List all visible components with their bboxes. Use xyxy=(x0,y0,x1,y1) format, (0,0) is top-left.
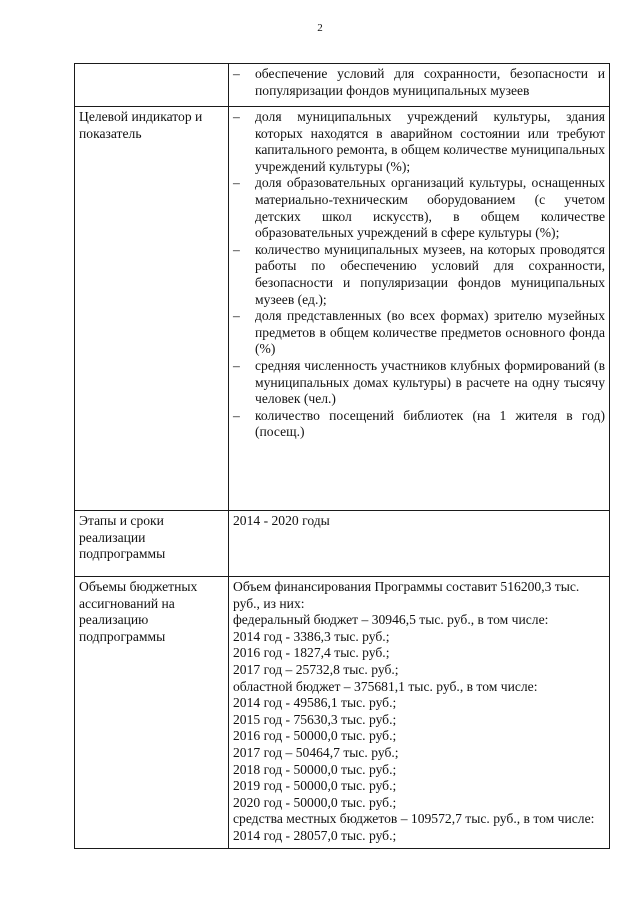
dash-marker: – xyxy=(233,241,240,257)
table-row-budget xyxy=(75,577,610,849)
list-item-text: доля представленных (во всех формах) зрителю музейных предметов в общем количестве предметов основного фонда (%) xyxy=(255,308,605,357)
list-item xyxy=(233,408,605,441)
dash-marker: – xyxy=(233,308,240,324)
budget-line: 2016 год - 50000,0 тыс. руб.; xyxy=(233,728,397,744)
budget-line-federal: федеральный бюджет – 30946,5 тыс. руб., в том числе: xyxy=(233,612,549,628)
list-item xyxy=(233,358,605,408)
indicators-list xyxy=(233,109,605,441)
budget-line: 2014 год - 49586,1 тыс. руб.; xyxy=(233,695,397,711)
dash-marker: – xyxy=(233,66,240,81)
stages-value-cell: 2014 - 2020 годы xyxy=(229,511,610,577)
list-item xyxy=(233,242,605,308)
table-row-indicators xyxy=(75,107,610,511)
budget-line-total: Объем финансирования Программы составит 516200,3 тыс. руб., из них: xyxy=(233,579,580,611)
budget-line: 2017 год – 50464,7 тыс. руб.; xyxy=(233,744,399,760)
list-item-text: средняя численность участников клубных формирований (в муниципальных домах культуры) в расчете на одну тысячу человек (чел.) xyxy=(255,357,605,407)
page-number: 2 xyxy=(317,22,323,34)
list-item-text: доля образовательных организаций культуры, оснащенных материально-техническим оборудованием (с учетом детских школ искусств), в общем количестве образовательных учреждений в сфере культуры (%); xyxy=(255,175,605,241)
list-item-text: доля муниципальных учреждений культуры, здания которых находятся в аварийном состоянии или требуют капитального ремонта, в общем количестве муниципальных учреждений культуры (%); xyxy=(255,109,605,174)
stages-label-cell: Этапы и сроки реализации подпрограммы xyxy=(75,511,229,577)
budget-line: 2017 год – 25732,8 тыс. руб.; xyxy=(233,661,399,677)
budget-line: 2016 год - 1827,4 тыс. руб.; xyxy=(233,645,390,661)
list-item-text: количество посещений библиотек (на 1 жителя в год) (посещ.) xyxy=(255,407,605,440)
list-item-text: обеспечение условий для сохранности, безопасности и популяризации фондов муниципальных музеев xyxy=(255,66,605,98)
budget-label-cell: Объемы бюджетных ассигнований на реализацию подпрограммы xyxy=(75,577,229,849)
budget-line-regional: областной бюджет – 375681,1 тыс. руб., в том числе: xyxy=(233,678,538,694)
continuation-label-cell xyxy=(75,64,229,107)
indicators-content-cell xyxy=(229,107,610,511)
table-row-stages xyxy=(75,511,610,577)
budget-line: 2015 год - 75630,3 тыс. руб.; xyxy=(233,711,397,727)
budget-line: 2018 год - 50000,0 тыс. руб.; xyxy=(233,761,397,777)
indicators-label-cell: Целевой индикатор и показатель xyxy=(75,107,229,511)
list-item xyxy=(233,109,605,175)
budget-line: 2019 год - 50000,0 тыс. руб.; xyxy=(233,778,397,794)
list-item xyxy=(233,308,605,358)
budget-line: 2014 год - 28057,0 тыс. руб.; xyxy=(233,827,397,843)
budget-line: 2014 год - 3386,3 тыс. руб.; xyxy=(233,628,390,644)
dash-marker: – xyxy=(233,357,240,373)
list-item-text: количество муниципальных музеев, на которых проводятся работы по обеспечению условий для сохранности, безопасности и популяризации фондов муниципальных музеев (ед.); xyxy=(255,241,605,307)
dash-marker: – xyxy=(233,407,240,423)
dash-marker: – xyxy=(233,109,240,124)
budget-line: 2020 год - 50000,0 тыс. руб.; xyxy=(233,794,397,810)
dash-marker: – xyxy=(233,175,240,191)
budget-line-local: средства местных бюджетов – 109572,7 тыс. руб., в том числе: xyxy=(233,811,595,827)
list-item xyxy=(233,66,605,99)
passport-table xyxy=(74,63,610,849)
budget-content-cell xyxy=(229,577,610,849)
list-item xyxy=(233,175,605,241)
continuation-list xyxy=(233,66,605,99)
table-row-continuation xyxy=(75,64,610,107)
continuation-content-cell xyxy=(229,64,610,107)
